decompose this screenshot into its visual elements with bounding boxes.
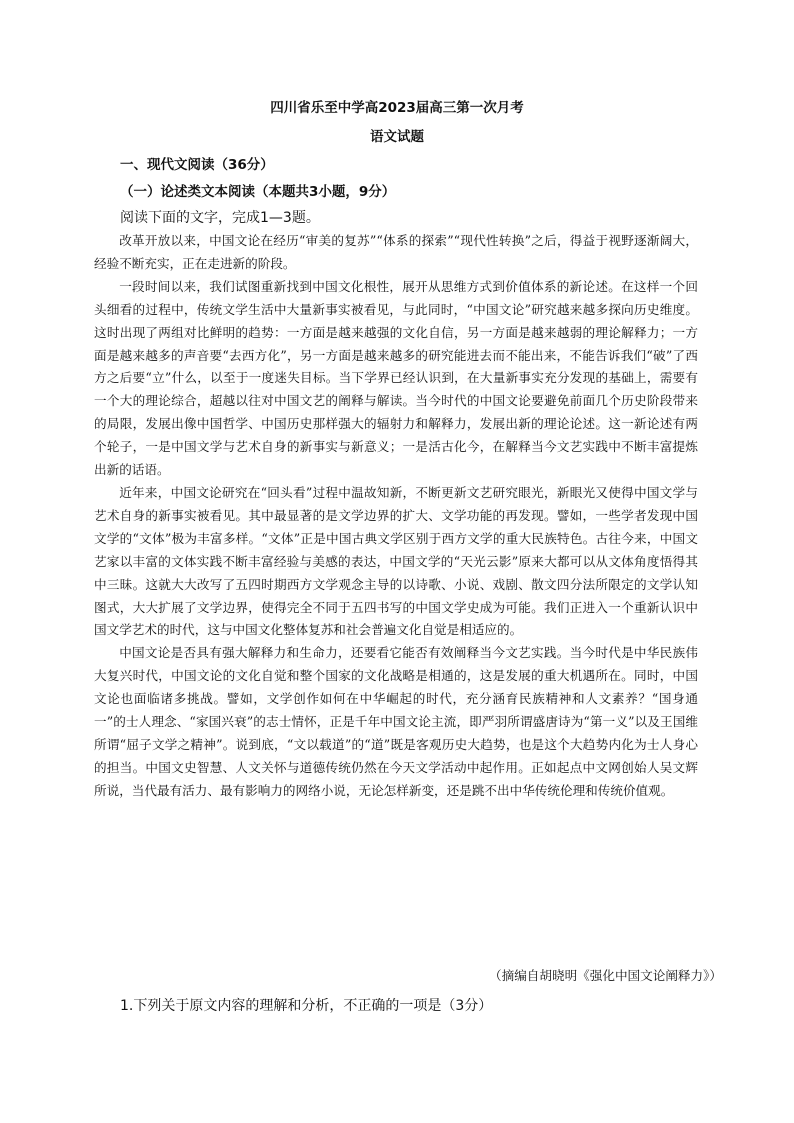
article-body [94, 230, 698, 803]
article-paragraph-4: 中国文论是否具有强大解释力和生命力，还要看它能否有效阐释当今文艺实践。当今时代是中华民族伟大复兴时代，中国文论的文化自觉和整个国家的文化战略是相通的，这是发展的重大机遇所在。同时，中国文论也面临诸多挑战。譬如，文学创作如何在中华崛起的时代，充分涵育民族精神和人文素养？“国身通一”的士人理念、“家国兴衰”的志士情怀，正是千年中国文论主流，即严羽所谓盛唐诗为“第一义”以及王国维所谓“屈子文学之精神”。说到底，“文以载道”的“道”既是客观历史大趋势，也是这个大趋势内化为士人身心的担当。中国文史智慧、人文关怀与道德传统仍然在今天文学活动中起作用。正如起点中文网创始人吴文辉所说，当代最有活力、最有影响力的网络小说，无论怎样新变，还是跳不出中华传统伦理和传统价值观。 [94, 645, 698, 798]
article-paragraph-2: 一段时间以来，我们试图重新找到中国文化根性，展开从思维方式到价值体系的新论述。在这样一个回头细看的过程中，传统文学生活中大量新事实被看见，与此同时，“中国文论”研究越来越多探向历史维度。这时出现了两组对比鲜明的趋势：一方面是越来越强的文化自信，另一方面是越来越弱的理论解释力；一方面是越来越多的声音要“去西方化”，另一方面是越来越多的研究能进去而不能出来，不能告诉我们“破”了西方之后要“立”什么，以至于一度迷失目标。当下学界已经认识到，在大量新事实充分发现的基础上，需要有一个大的理论综合，超越以往对中国文艺的阐释与解读。当今时代的中国文论要避免前面几个历史阶段带来的局限，发展出像中国哲学、中国历史那样强大的辐射力和解释力，发展出新的理论论述。这一新论述有两个轮子，一是中国文学与艺术自身的新事实与新意义；一是活古化今，在解释当今文艺实践中不断丰富提炼出新的话语。 [94, 278, 698, 478]
question-1: 1.下列关于原文内容的理解和分析，不正确的一项是（3分） [120, 998, 493, 1014]
exam-subtitle: 语文试题 [370, 129, 424, 145]
reading-instruction: 阅读下面的文字，完成1—3题。 [120, 210, 320, 226]
exam-title: 四川省乐至中学高2023届高三第一次月考 [270, 100, 524, 116]
article-source: （摘编自胡晓明《强化中国文论阐释力》） [489, 968, 722, 983]
article-paragraph-1: 改革开放以来，中国文论在经历“审美的复苏”“体系的探索”“现代性转换”之后，得益于视野逐渐阔大，经验不断充实，正在走进新的阶段。 [94, 233, 698, 271]
sub-section-heading: （一）论述类文本阅读（本题共3小题，9分） [120, 184, 396, 200]
article-paragraph-3: 近年来，中国文论研究在“回头看”过程中温故知新，不断更新文艺研究眼光，新眼光又使得中国文学与艺术自身的新事实被看见。其中最显著的是文学边界的扩大、文学功能的再发现。譬如，一些学者发现中国文学的“文体”极为丰富多样。“文体”正是中国古典文学区别于西方文学的重大民族特色。古往今来，中国文艺家以丰富的文体实践不断丰富经验与美感的表达，中国文学的“天光云影”原来大都可以从文体角度悟得其中三昧。这就大大改写了五四时期西方文学观念主导的以诗歌、小说、戏剧、散文四分法所限定的文学认知图式，大大扩展了文学边界，使得完全不同于五四书写的中国文学史成为可能。我们正进入一个重新认识中国文学艺术的时代，这与中国文化整体复苏和社会普遍文化自觉是相适应的。 [94, 484, 698, 638]
section-heading: 一、现代文阅读（36分） [120, 157, 274, 173]
